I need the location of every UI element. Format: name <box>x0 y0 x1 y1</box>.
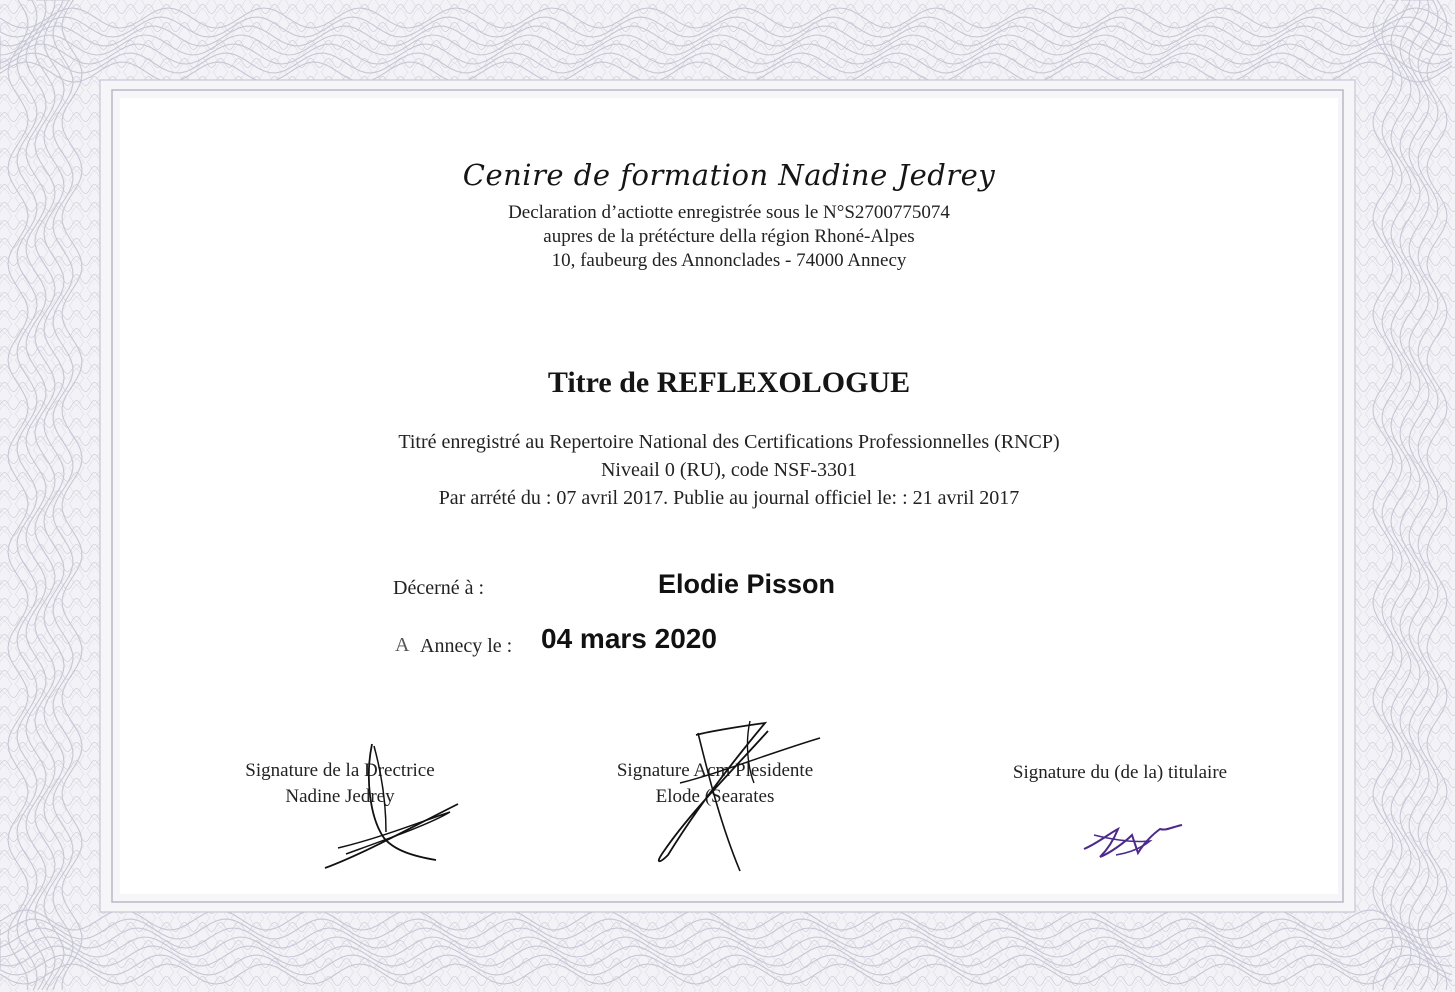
rncp-line: Titré enregistré au Repertoire National des Certifications Professionnelles (RNCP) <box>398 431 1060 453</box>
awarded-to-label: Décerné à : <box>393 577 485 599</box>
award-date: 04 mars 2020 <box>541 623 717 654</box>
president-signature <box>650 713 830 878</box>
place-label: Annecy le : <box>420 635 513 657</box>
certificate-panel <box>120 98 1338 894</box>
director-name: Nadine Jedrey <box>285 786 395 807</box>
director-signature <box>320 738 470 873</box>
prefecture-line: aupres de la prétécture della région Rhoné-Alpes <box>543 226 915 247</box>
declaration-line: Declaration d’actiotte enregistrée sous le N°S2700775074 <box>508 202 950 223</box>
recipient-name: Elodie Pisson <box>658 569 836 599</box>
director-signature-label: Signature de la Drectrice <box>245 760 435 781</box>
address-line: 10, faubeurg des Annonclades - 74000 Annecy <box>551 250 907 271</box>
president-name: Elode (Searates <box>655 786 775 807</box>
holder-signature-label: Signature du (de la) titulaire <box>1012 762 1228 783</box>
place-prefix: A <box>395 634 410 656</box>
level-line: Niveail 0 (RU), code NSF-3301 <box>600 459 858 481</box>
certificate-title: Titre de REFLEXOLOGUE <box>547 366 911 399</box>
president-signature-label: Signature Acm Plesidente <box>616 760 814 781</box>
holder-signature <box>1080 813 1190 863</box>
decree-line: Par arrété du : 07 avril 2017. Publie au journal officiel le: : 21 avril 2017 <box>438 487 1020 509</box>
training-centre-name: Cenire de formation Nadine Jedrey <box>462 158 996 192</box>
